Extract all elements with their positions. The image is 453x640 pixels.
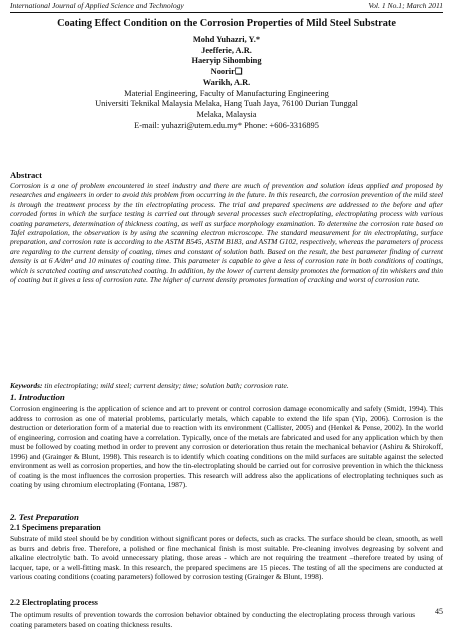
paper-title: Coating Effect Condition on the Corrosion Properties of Mild Steel Substrate: [57, 18, 396, 29]
volume-info: Vol. 1 No.1; March 2011: [368, 1, 443, 10]
journal-name: International Journal of Applied Science and Technology: [10, 1, 184, 10]
introduction-text: Corrosion engineering is the application of science and art to prevent or control corrosion damage economically and safely (Smidt, 1994). This address to corrosion as one of material problems, particularly metals, which capable to extend the life span (Yip, 2006). Corrosion is the destruction or deterioration form of a material due to reaction with its environment (Callister, 2005) and (Henkel & Pense, 2002). In the world of engineering, corrosion and coating have a correlation. Typically, once of the metals are fabricated and used for any application which by then must be followed by coating method in order to prevent any corrosion or deterioration thus retain the mechanical behavior (Ashiru & Shirokoff, 1996) and (Grainger & Blunt, 1998). This research is to identify which coating conditions on the mild surfaces are suitable against the selected environment as well as corrosion properties, and how the tin-electroplating should be carried out for corrosive prevention in which the thickness of coating is the most influences the corrosion properties. This research will address also the applications of electroplating techniques such as coating by using chromium electroplating (Fontana, 1987).: [10, 404, 444, 489]
section-heading-introduction: 1. Introduction: [10, 392, 65, 402]
keywords-label: Keywords:: [10, 381, 43, 390]
affiliation-line: Material Engineering, Faculty of Manufacturing Engineering: [124, 88, 329, 98]
subsection-heading-electroplating: 2.2 Electroplating process: [10, 598, 98, 607]
running-header: [10, 1, 443, 13]
author-name: Jeefferie, A.R.: [201, 45, 252, 55]
keywords-text: tin electroplating; mild steel; current density; time; solution bath; corrosion rate.: [44, 381, 289, 390]
affiliation-line: Universiti Teknikal Malaysia Melaka, Hang Tuah Jaya, 76100 Durian Tunggal: [95, 99, 358, 109]
author-name: Warikh, A.R.: [202, 77, 251, 87]
keywords: [10, 381, 443, 390]
abstract-text: Corrosion is a one of problem encountered in steel industry and there are much of prevention and solution ideas applied and proposed by researches and engineers in order to avoid this problem from occurring in the future. In this research, the corrosion prevention of the mild steel is through the treatment process by the tin electroplating process. The trial and prepared specimens are addressed to the before and after corroded forms in which the surface testing is carried out through several processes such electroplating, electroplating process with various coating parameters, determination of thickness coating, as well as surface morphology examination. To determine the corrosion rate based on Tafel extrapolation, the observation is by using the scanning electron microscope. The standard measurement for tin electroplating, surface preparation, and corrosion rate is according to the ASTM B545, ASTM B183, and ASTM G102, respectively, whereas the parameters of process are regarding to the current density of coating, times and constant of solution bath. Based on the result, the best parameter finding of current density is at 6 A/dm² and 10 minutes of coating time. This parameter is capable to give a less of corrosion rate in both conditions of coatings, which is scratched coating and unscratched coating. In addition, by the lower of current density promotes the formation of tin whiskers and thin of coating but it gives a less of corrosion rate. The higher of current density promotes formation of cracking and worst of corrosion rate.: [10, 181, 443, 285]
section-heading-test-preparation: 2. Test Preparation: [10, 512, 79, 522]
specimens-text: Substrate of mild steel should be by condition without significant pores or defects, such as cracks. The surface should be clean, smooth, as well as burrs and debris free. Therefore, a polished or fine mechanical finish is most suitable. Pre-cleaning involves degreasing by solvent and alkaline electrolytic bath. To avoid unnecessary plating, those areas - which are not requiring the treatment –therefore treated by using of lacquer, tape, or a well-fitting mask. In this research, the prepared specimens are 15 pieces. The testing of all the specimens are conducted at various coating conditions (coating parameters) followed by corrosion testing (Grainger & Blunt, 1998).: [10, 534, 443, 581]
page-number: 45: [435, 607, 443, 616]
contact-line: E-mail: yuhazri@utem.edu.my* Phone: +606-3316895: [134, 120, 319, 130]
affiliation-line: Melaka, Malaysia: [196, 109, 257, 119]
author-block: [0, 35, 453, 131]
subsection-heading-specimens: 2.1 Specimens preparation: [10, 523, 101, 532]
author-name: Mohd Yuhazri, Y.*: [192, 35, 261, 44]
electroplating-text: The optimum results of prevention towards the corrosion behavior obtained by conducting the electroplating process through various coating parameters based on coating thickness results.: [10, 610, 415, 629]
author-name: Noorir❑: [210, 67, 243, 77]
author-name: Haeryip Sihombing: [191, 56, 262, 66]
abstract-heading: Abstract: [10, 170, 42, 180]
